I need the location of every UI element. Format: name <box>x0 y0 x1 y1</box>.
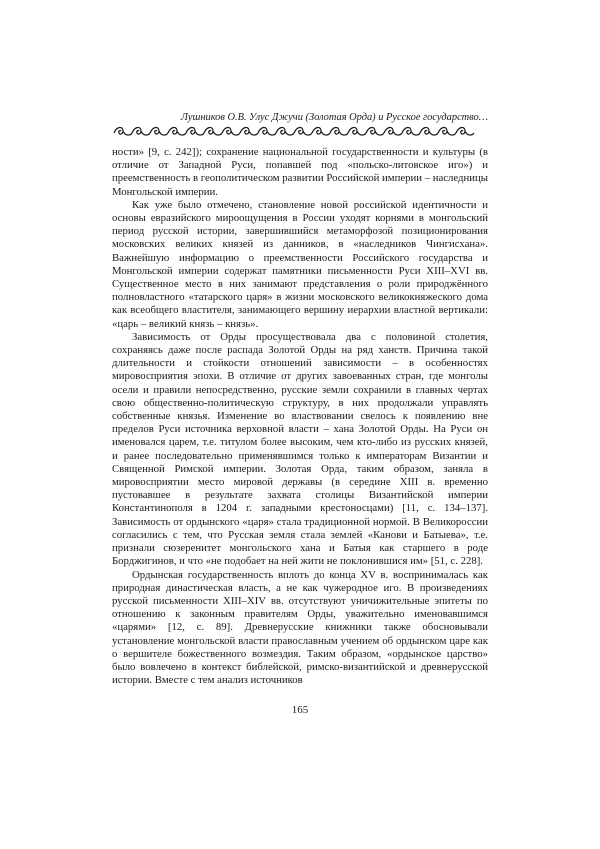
page-number: 165 <box>291 704 309 716</box>
ornament-scroll <box>114 127 474 135</box>
running-header <box>112 112 488 123</box>
paragraph: Зависимость от Орды просуществовала два с половиной столетия, сохраняясь даже после распада Золотой Орды на ряд ханств. Причина такой длительности и стойкости отношений зависимости – в особенностях мировосприятия эпохи. В отличие от других завоеванных стран, где монголы осели и правили непосредственно, русские земли сохранили в главных чертах свою общественно-политическую структуру, в них продолжали управлять собственные князья. Изменение во властвовании свелось к появлению вне пределов Руси источника верховной власти – хана Золотой Орды. На Руси он именовался царем, т.е. титулом более высоким, чем кто-либо из русских князей, и ранее последовательно применявшимся только к императорам Византии и Священной Римской империи. Золотая Орда, таким образом, заняла в мировосприятии место мировой державы (в середине XIII в. временно пустовавшее в результате захвата столицы Византийской империи Константинополя в 1204 г. западными крестоносцами) [11, с. 134–137]. Зависимость от ордынского «царя» стала традиционной нормой. В Великороссии согласились с тем, что Русская земля стала землей «Канови и Батыева», т.е. признали сюзеренитет монгольского хана и Батыя как старшего в роде Борджигинов, и что «не подобает на ней жити не поклонившися им» [51, с. 228]. <box>112 330 488 568</box>
paragraph: Как уже было отмечено, становление новой российской идентичности и основы евразийского мироощущения в России уходят корнями в монгольский период русской истории, завершившийся метаморфозой позиционирования московских великих князей из данников, в «наследников Чингисхана». Важнейшую информацию о преемственности Российского государства и Монгольской империи содержат памятники письменности Руси XIII–XVI вв. Существенное место в них занимают представления о роли природжённого полновластного «татарского царя» в жизни московского великокняжеского дома как всеобщего властителя, занимающего вершину иерархии властной вертикали: «царь – великий князь – князь». <box>112 198 488 330</box>
header-title: Улус Джучи (Золотая Орда) и Русское государство… <box>249 112 488 123</box>
header-author: Лушников О.В. <box>180 112 247 123</box>
meander-ornament-icon <box>112 124 488 138</box>
body-text <box>112 146 488 687</box>
paragraph: ности» [9, с. 242]); сохранение национальной государственности и культуры (в отличие от Западной Руси, попавшей под «польско-литовское иго») и преемственность в геополитическом развитии Российской империи – наследницы Монгольской империи. <box>112 146 488 198</box>
paragraph: Ордынская государственность вплоть до конца XV в. воспринималась как природная династическая власть, а не как чужеродное иго. В произведениях русской письменности XIII–XIV вв. отсутствуют уничижительные эпитеты по отношению к законным правителям Орды, уважительно именовавшимся «царями» [12, с. 89]. Древнерусские книжники также обосновывали установление монгольской власти православным учением об ордынском царе как о вершителе божественного возмездия. Таким образом, «ордынское царство» было вовлечено в контекст библейской, римско-византийской и древнерусской истории. Вместе с тем анализ источников <box>112 568 488 687</box>
